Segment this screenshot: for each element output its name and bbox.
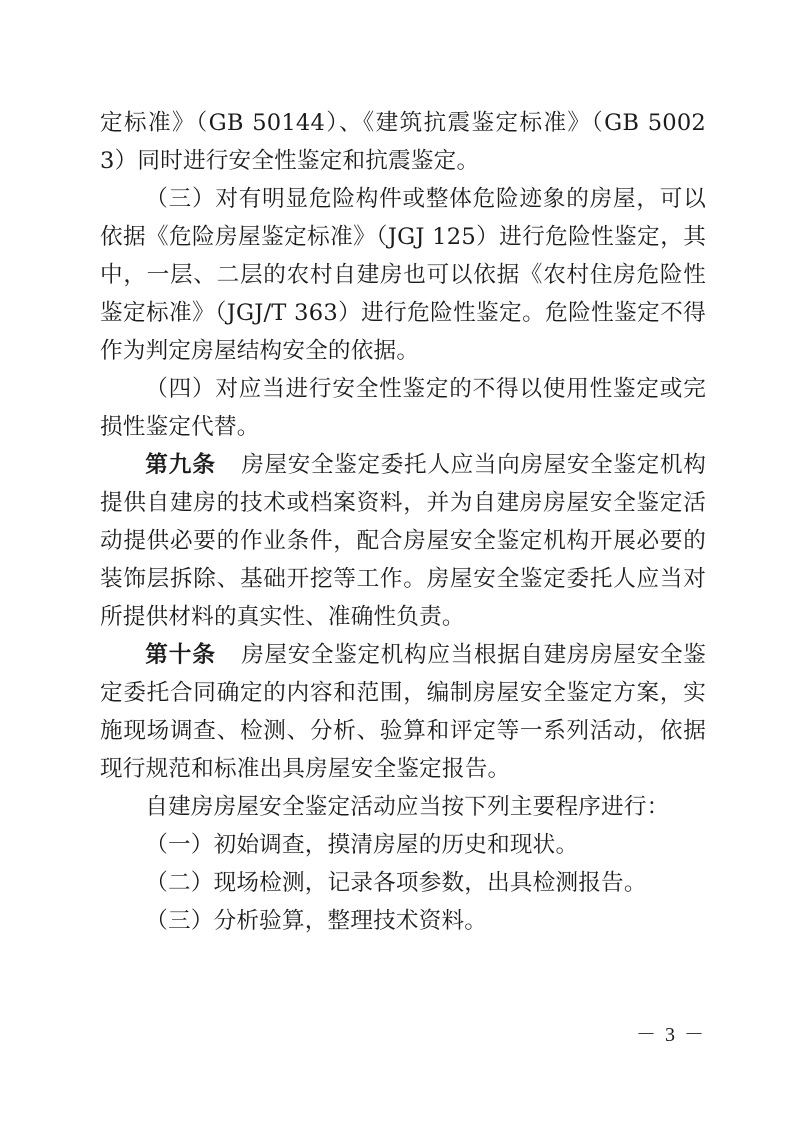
article-number-ten: 第十条: [145, 642, 216, 668]
paragraph-item-three: （三）对有明显危险构件或整体危险迹象的房屋，可以依据《危险房屋鉴定标准》（JGJ 125）进行危险性鉴定，其中，一层、二层的农村自建房也可以依据《农村住房危险性鉴定标准》（JGJ/T 363）进行危险性鉴定。危险性鉴定不得作为判定房屋结构安全的依据。: [100, 186, 706, 364]
article-nine-text: 房屋安全鉴定委托人应当向房屋安全鉴定机构提供自建房的技术或档案资料，并为自建房房屋安全鉴定活动提供必要的作业条件，配合房屋安全鉴定机构开展必要的装饰层拆除、基础开挖等工作。房屋安全鉴定委托人应当对所提供材料的真实性、准确性负责。: [100, 452, 707, 630]
paragraph-procedure-one: （一）初始调查，摸清房屋的历史和现状。: [145, 832, 579, 858]
paragraph-procedure-three: （三）分析验算，整理技术资料。: [145, 908, 488, 934]
paragraph-article-nine: [100, 446, 706, 636]
article-ten-text: 房屋安全鉴定机构应当根据自建房房屋安全鉴定委托合同确定的内容和范围，编制房屋安全鉴定方案，实施现场调查、检测、分析、验算和评定等一系列活动，依据现行规范和标准出具房屋安全鉴定报告。: [100, 642, 707, 782]
page-number-footer: － 3 －: [636, 1024, 706, 1046]
paragraph-continuation-gb: 定标准》（GB 50144）、《建筑抗震鉴定标准》（GB 50023）同时进行安全性鉴定和抗震鉴定。: [100, 110, 706, 174]
paragraph-item-four: （四）对应当进行安全性鉴定的不得以使用性鉴定或完损性鉴定代替。: [100, 376, 706, 440]
paragraph-article-ten: [100, 636, 706, 788]
paragraph-procedure-two: （二）现场检测，记录各项参数，出具检测报告。: [145, 870, 647, 896]
article-number-nine: 第九条: [145, 452, 216, 478]
page-text-body: [100, 104, 706, 940]
paragraph-procedure-lead-in: 自建房房屋安全鉴定活动应当按下列主要程序进行：: [145, 794, 670, 820]
